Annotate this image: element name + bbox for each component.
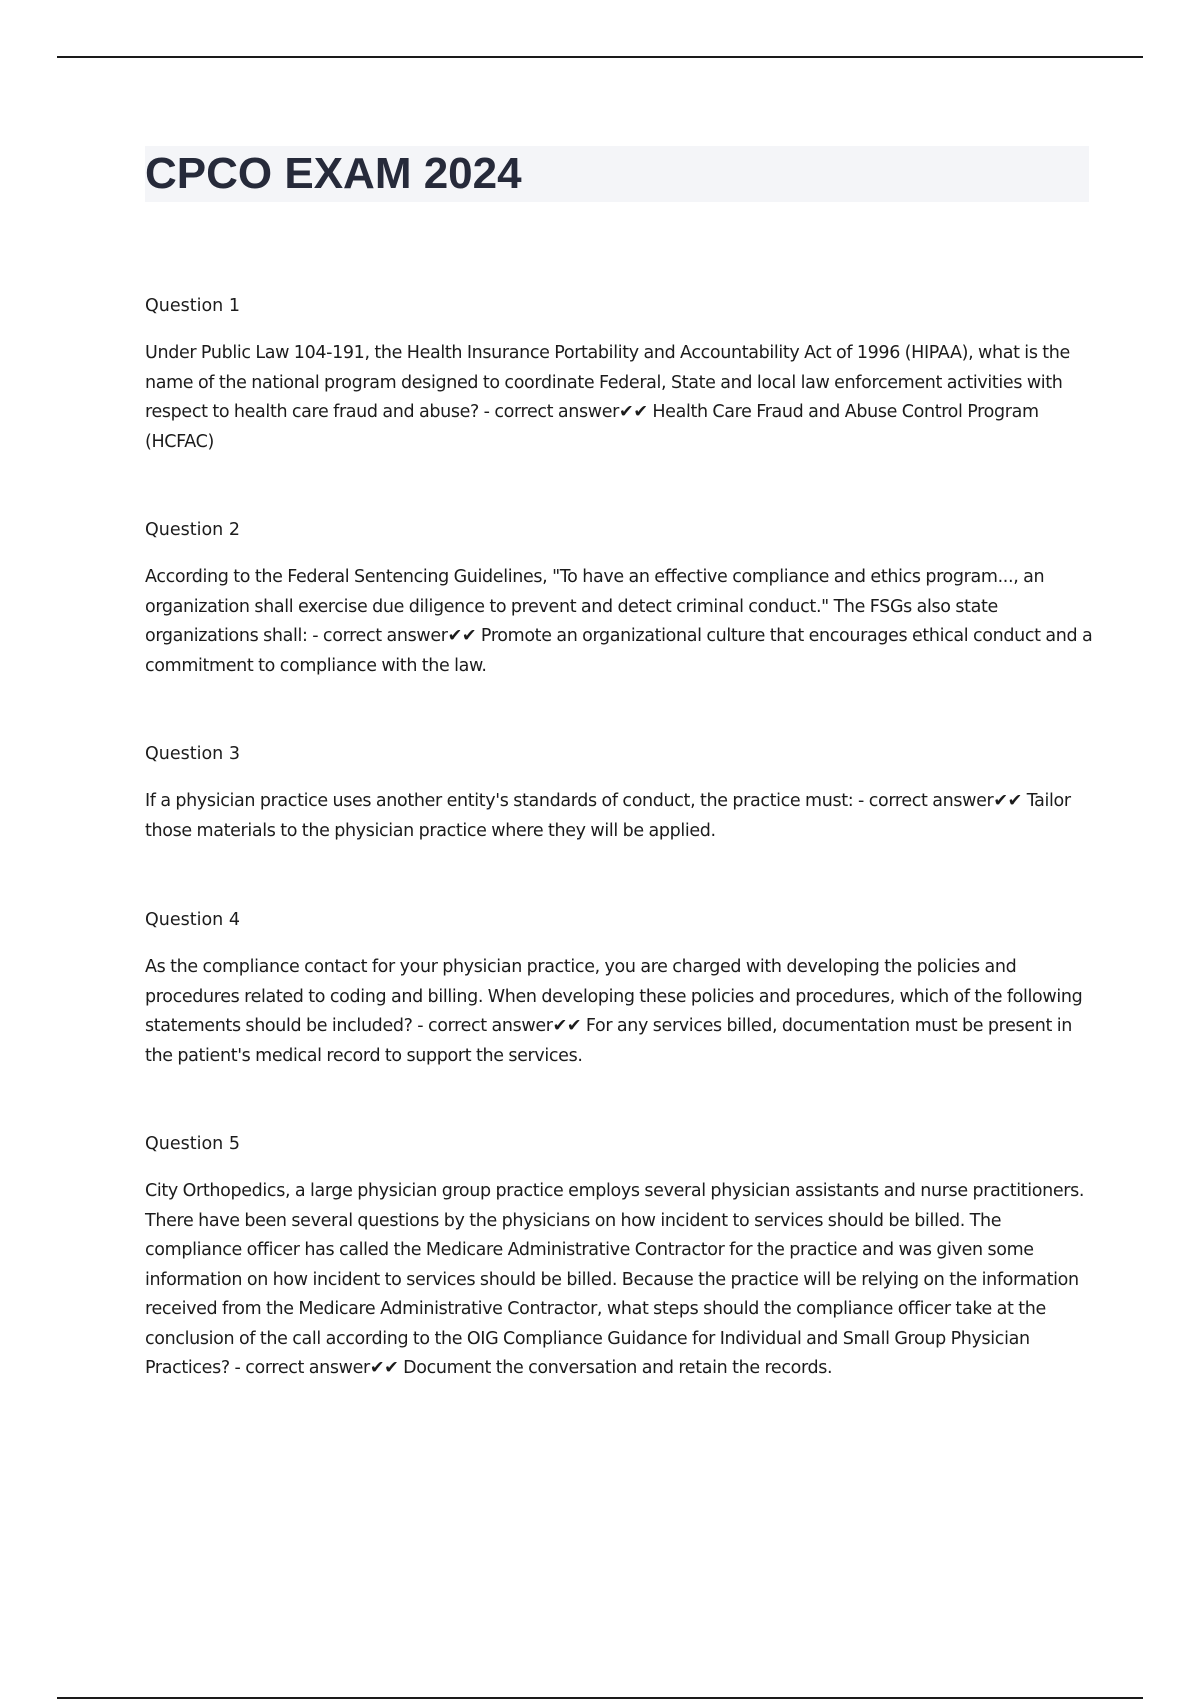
question-text: City Orthopedics, a large physician group practice employs several physician assistants and nurse practitioners. There have been several questions by the physicians on how incident to services should be billed. The compliance officer has called the Medicare Administrative Contractor for the practice and was given some information on how incident to services should be billed. Because the practice will be relying on the information received from the Medicare Administrative Contractor, what steps should the compliance officer take at the conclusion of the call according to the OIG Compliance Guidance for Individual and Small Group Physician Practices? - correct answer✔✔ Document the conversation and retain the records.	[145, 1181, 1085, 1378]
question-text: According to the Federal Sentencing Guidelines, "To have an effective compliance and ethics program..., an organization shall exercise due diligence to prevent and detect criminal conduct." The FSGs also state organizations shall: - correct answer✔✔ Promote an organizational culture that encourages ethical conduct and a commitment to compliance with the law.	[145, 567, 1093, 676]
question-block	[145, 295, 1095, 457]
question-text: If a physician practice uses another entity's standards of conduct, the practice must: - correct answer✔✔ Tailor those materials to the physician practice where they will be applied.	[145, 791, 1071, 841]
top-divider	[57, 56, 1143, 58]
question-text: Under Public Law 104-191, the Health Insurance Portability and Accountability Act of 1996 (HIPAA), what is the name of the national program designed to coordinate Federal, State and local law enforcement activities with respect to health care fraud and abuse? - correct answer✔✔ Health Care Fraud and Abuse Control Program (HCFAC)	[145, 343, 1070, 452]
question-label: Question 3	[145, 744, 240, 764]
question-block	[145, 743, 1095, 846]
question-block	[145, 1133, 1095, 1384]
question-label: Question 2	[145, 520, 240, 540]
question-text: As the compliance contact for your physician practice, you are charged with developing the policies and procedures related to coding and billing. When developing these policies and procedures, which of the following statements should be included? - correct answer✔✔ For any services billed, documentation must be present in the patient's medical record to support the services.	[145, 957, 1083, 1066]
question-label: Question 1	[145, 296, 240, 316]
page-title: CPCO EXAM 2024	[145, 149, 522, 198]
bottom-divider	[57, 1697, 1143, 1699]
question-label: Question 5	[145, 1134, 240, 1154]
question-block	[145, 909, 1095, 1071]
question-label: Question 4	[145, 910, 240, 930]
question-block	[145, 519, 1095, 681]
